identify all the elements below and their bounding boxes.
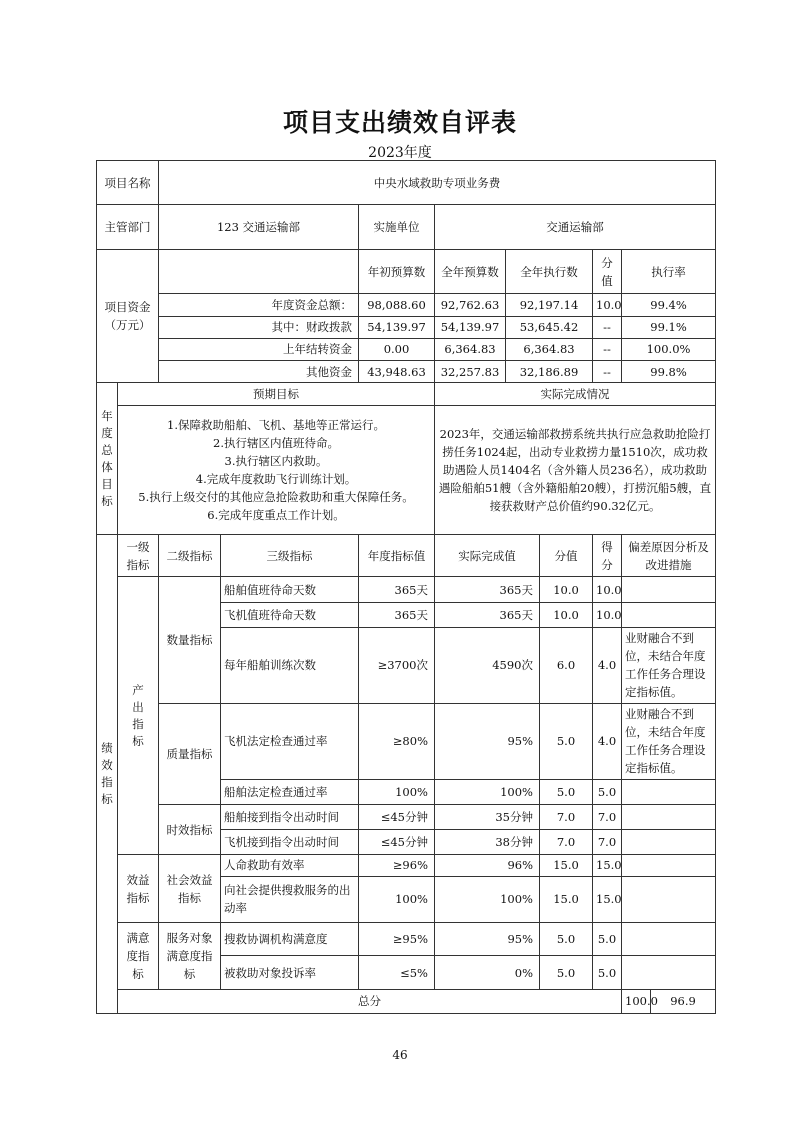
target-value: 365天: [359, 577, 435, 602]
self-evaluation-table: [96, 160, 716, 1014]
expected-goals-label: 预期目标: [118, 383, 435, 405]
target-value: 100%: [359, 779, 435, 804]
actual-value: 100%: [435, 779, 540, 804]
score-val: 5.0: [540, 923, 593, 956]
l3-name: 飞机值班待命天数: [221, 602, 359, 627]
score: 15.0: [593, 876, 622, 922]
l2-social: 社会效益指标: [159, 855, 221, 923]
funds-score-val: --: [593, 338, 622, 360]
expected-goals-list: [118, 405, 435, 534]
funds-row: [97, 294, 716, 316]
funds-init: 54,139.97: [359, 316, 435, 338]
funds-full: 92,762.63: [435, 294, 506, 316]
target-value: ≤5%: [359, 956, 435, 989]
funds-score-val: 10.0: [593, 294, 622, 316]
funds-rate: 100.0%: [622, 338, 716, 360]
score: 10.0: [593, 577, 622, 602]
analysis: [622, 956, 716, 989]
funds-row: [97, 338, 716, 360]
funds-row-name: 其他资金: [159, 361, 359, 383]
funds-rate: 99.4%: [622, 294, 716, 316]
funds-header: 分值: [593, 249, 622, 293]
funds-exec: 53,645.42: [506, 316, 593, 338]
actual-value: 95%: [435, 923, 540, 956]
project-name-label: 项目名称: [97, 161, 159, 205]
score-val: 15.0: [540, 855, 593, 876]
indicator-row: [97, 923, 716, 956]
funds-init: 43,948.63: [359, 361, 435, 383]
funds-label: 项目资金（万元）: [97, 249, 159, 382]
ind-header-actual: 实际完成值: [435, 534, 540, 576]
indicator-row: [97, 804, 716, 829]
target-value: ≤45分钟: [359, 804, 435, 829]
score: 5.0: [593, 956, 622, 989]
funds-row: [97, 316, 716, 338]
l3-name: 人命救助有效率: [221, 855, 359, 876]
analysis: [622, 577, 716, 602]
actual-value: 38分钟: [435, 830, 540, 855]
funds-header-blank: [159, 249, 359, 293]
target-value: 365天: [359, 602, 435, 627]
ind-header-target: 年度指标值: [359, 534, 435, 576]
score-val: 5.0: [540, 956, 593, 989]
funds-header: 执行率: [622, 249, 716, 293]
goal-item: 2.执行辖区内值班待命。: [213, 435, 339, 450]
l1-satisfaction: 满意度指标: [118, 923, 159, 990]
analysis: [622, 876, 716, 922]
analysis: [622, 830, 716, 855]
target-value: ≥95%: [359, 923, 435, 956]
goals-side-label: 年 度 总 体 目 标: [97, 383, 118, 535]
target-value: 100%: [359, 876, 435, 922]
score-val: 6.0: [540, 627, 593, 703]
target-value: ≥80%: [359, 703, 435, 779]
indicator-row: [97, 703, 716, 779]
funds-init: 0.00: [359, 338, 435, 360]
score-val: 15.0: [540, 876, 593, 922]
total-label: 总分: [118, 989, 622, 1013]
impl-label: 实施单位: [359, 205, 435, 249]
goal-item: 4.完成年度救助飞行训练计划。: [195, 471, 357, 486]
funds-score-val: --: [593, 361, 622, 383]
l2-timeliness: 时效指标: [159, 804, 221, 855]
score-val: 7.0: [540, 830, 593, 855]
l3-name: 每年船舶训练次数: [221, 627, 359, 703]
actual-completion-label: 实际完成情况: [435, 383, 716, 405]
l1-output: 产 出 指 标: [118, 577, 159, 855]
ind-header-l2: 二级指标: [159, 534, 221, 576]
funds-row-name: 上年结转资金: [159, 338, 359, 360]
page-number: 46: [392, 1048, 408, 1062]
funds-header: 全年预算数: [435, 249, 506, 293]
funds-header: 全年执行数: [506, 249, 593, 293]
actual-completion-text: 2023年，交通运输部救捞系统共执行应急救助抢险打捞任务1024起，出动专业救捞力量1510次，成功救助遇险人员1404名（含外籍人员236名），成功救助遇险船舶51艘（含外籍船舶20艘），打捞沉船5艘，直接获救财产总价值约90.32亿元。: [435, 405, 716, 534]
goal-item: 3.执行辖区内救助。: [224, 453, 328, 468]
ind-header-l3: 三级指标: [221, 534, 359, 576]
funds-exec: 92,197.14: [506, 294, 593, 316]
target-value: ≥3700次: [359, 627, 435, 703]
score: 10.0: [593, 602, 622, 627]
analysis: [622, 779, 716, 804]
funds-header: 年初预算数: [359, 249, 435, 293]
l3-name: 飞机法定检查通过率: [221, 703, 359, 779]
analysis: [622, 855, 716, 876]
score: 4.0: [593, 703, 622, 779]
funds-full: 6,364.83: [435, 338, 506, 360]
actual-value: 96%: [435, 855, 540, 876]
l3-name: 船舶法定检查通过率: [221, 779, 359, 804]
dept-label: 主管部门: [97, 205, 159, 249]
impl-value: 交通运输部: [435, 205, 716, 249]
actual-value: 95%: [435, 703, 540, 779]
ind-header-analysis: 偏差原因分析及改进措施: [622, 534, 716, 576]
actual-value: 0%: [435, 956, 540, 989]
target-value: ≥96%: [359, 855, 435, 876]
funds-rate: 99.1%: [622, 316, 716, 338]
l2-quantity: 数量指标: [159, 577, 221, 703]
total-score-val: 100.0: [622, 989, 651, 1013]
score: 7.0: [593, 804, 622, 829]
score: 4.0: [593, 627, 622, 703]
funds-row-name: 其中：财政拨款: [159, 316, 359, 338]
ind-header-score: 得分: [593, 534, 622, 576]
indicator-row: [97, 577, 716, 602]
page-title: 项目支出绩效自评表: [282, 108, 517, 137]
l3-name: 被救助对象投诉率: [221, 956, 359, 989]
analysis: [622, 602, 716, 627]
funds-exec: 6,364.83: [506, 338, 593, 360]
actual-value: 365天: [435, 602, 540, 627]
analysis: [622, 804, 716, 829]
actual-value: 4590次: [435, 627, 540, 703]
score: 7.0: [593, 830, 622, 855]
funds-init: 98,088.60: [359, 294, 435, 316]
score: 5.0: [593, 779, 622, 804]
total-score: 96.9: [651, 989, 716, 1013]
dept-value: 123 交通运输部: [159, 205, 359, 249]
l2-service: 服务对象满意度指标: [159, 923, 221, 990]
funds-exec: 32,186.89: [506, 361, 593, 383]
actual-value: 100%: [435, 876, 540, 922]
funds-row-name: 年度资金总额：: [159, 294, 359, 316]
project-name: 中央水域救助专项业务费: [159, 161, 716, 205]
score-val: 5.0: [540, 703, 593, 779]
funds-rate: 99.8%: [622, 361, 716, 383]
actual-value: 365天: [435, 577, 540, 602]
score: 15.0: [593, 855, 622, 876]
l3-name: 搜救协调机构满意度: [221, 923, 359, 956]
analysis: 业财融合不到位，未结合年度工作任务合理设定指标值。: [622, 627, 716, 703]
l3-name: 飞机接到指令出动时间: [221, 830, 359, 855]
ind-header-l1: 一级指标: [118, 534, 159, 576]
goal-item: 6.完成年度重点工作计划。: [207, 507, 345, 522]
l3-name: 向社会提供搜救服务的出动率: [221, 876, 359, 922]
funds-full: 32,257.83: [435, 361, 506, 383]
l2-quality: 质量指标: [159, 703, 221, 804]
analysis: 业财融合不到位，未结合年度工作任务合理设定指标值。: [622, 703, 716, 779]
l3-name: 船舶接到指令出动时间: [221, 804, 359, 829]
funds-row: [97, 361, 716, 383]
target-value: ≤45分钟: [359, 830, 435, 855]
goal-item: 5.执行上级交付的其他应急抢险救助和重大保障任务。: [138, 489, 414, 504]
l1-benefit: 效益指标: [118, 855, 159, 923]
score-val: 10.0: [540, 602, 593, 627]
score-val: 7.0: [540, 804, 593, 829]
actual-value: 35分钟: [435, 804, 540, 829]
funds-score-val: --: [593, 316, 622, 338]
score-val: 5.0: [540, 779, 593, 804]
indicators-side-label: 绩 效 指 标: [97, 534, 118, 1013]
l3-name: 船舶值班待命天数: [221, 577, 359, 602]
report-year: 2023年度: [368, 145, 432, 161]
ind-header-score-val: 分值: [540, 534, 593, 576]
score-val: 10.0: [540, 577, 593, 602]
goal-item: 1.保障救助船舶、飞机、基地等正常运行。: [167, 417, 385, 432]
indicator-row: [97, 855, 716, 876]
analysis: [622, 923, 716, 956]
score: 5.0: [593, 923, 622, 956]
funds-full: 54,139.97: [435, 316, 506, 338]
